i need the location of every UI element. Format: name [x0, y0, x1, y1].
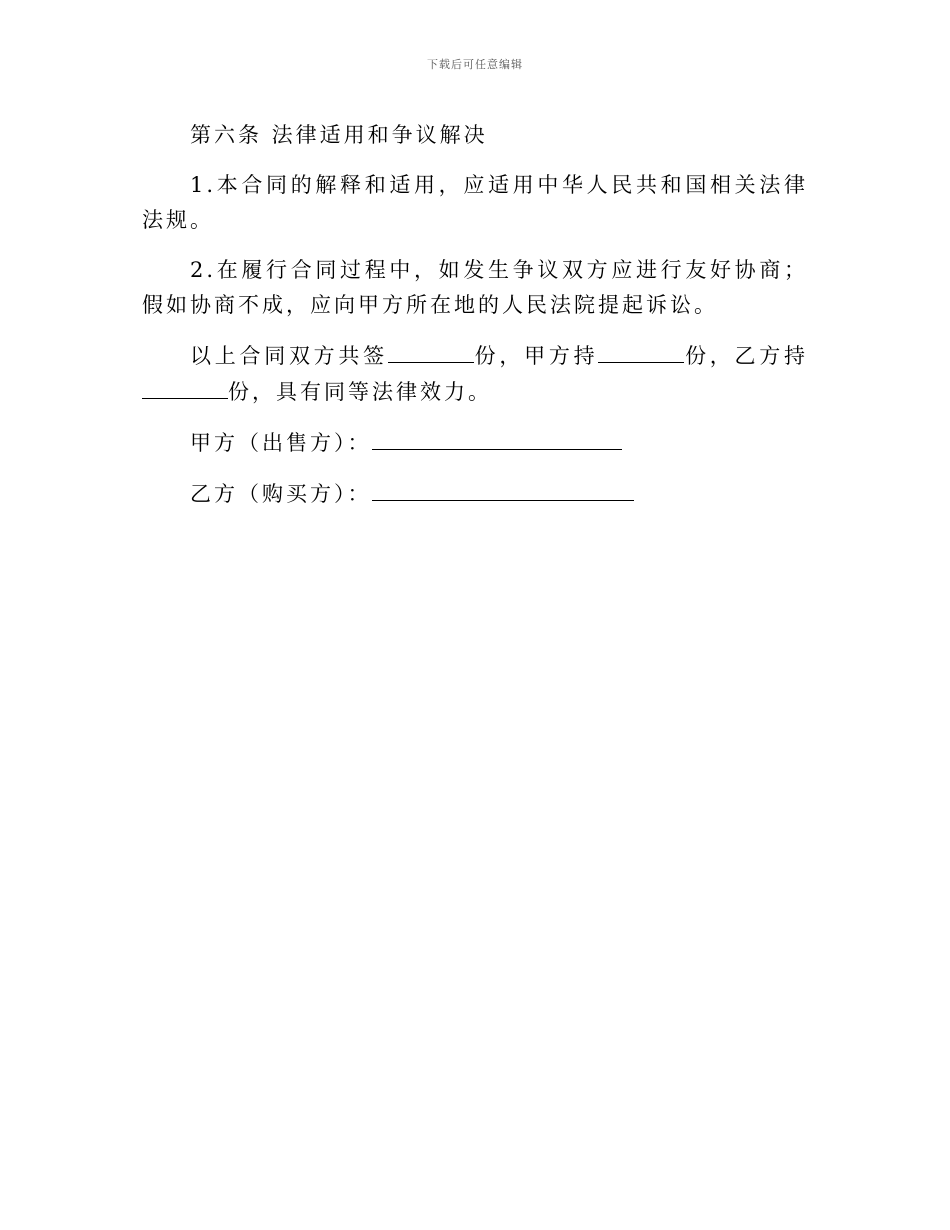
document-body: [142, 118, 808, 527]
copies-clause: [142, 338, 808, 410]
party-a-signature-blank[interactable]: [372, 425, 622, 450]
copies-text-4: 份，具有同等法律效力。: [228, 380, 492, 404]
page-header-note: 下载后可任意编辑: [427, 58, 523, 71]
party-a-label: 甲方（出售方）：: [190, 431, 372, 455]
copies-text-1: 以上合同双方共签: [190, 344, 388, 368]
total-copies-blank[interactable]: [388, 338, 474, 363]
clause-1: 1.本合同的解释和适用，应适用中华人民共和国相关法律法规。: [142, 173, 808, 232]
clause-2: 2.在履行合同过程中，如发生争议双方应进行友好协商；假如协商不成，应向甲方所在地的人民法院提起诉讼。: [142, 258, 808, 317]
copies-text-2: 份，甲方持: [473, 344, 599, 368]
party-b-label: 乙方（购买方）：: [190, 482, 372, 506]
article-title: 第六条 法律适用和争议解决: [190, 123, 488, 147]
copies-text-3: 份，乙方持: [684, 344, 809, 368]
party-b-signature-line: [142, 476, 808, 512]
party-a-copies-blank[interactable]: [598, 338, 684, 363]
party-b-signature-blank[interactable]: [372, 476, 634, 501]
party-a-signature-line: [142, 425, 808, 461]
party-b-copies-blank[interactable]: [142, 374, 228, 399]
